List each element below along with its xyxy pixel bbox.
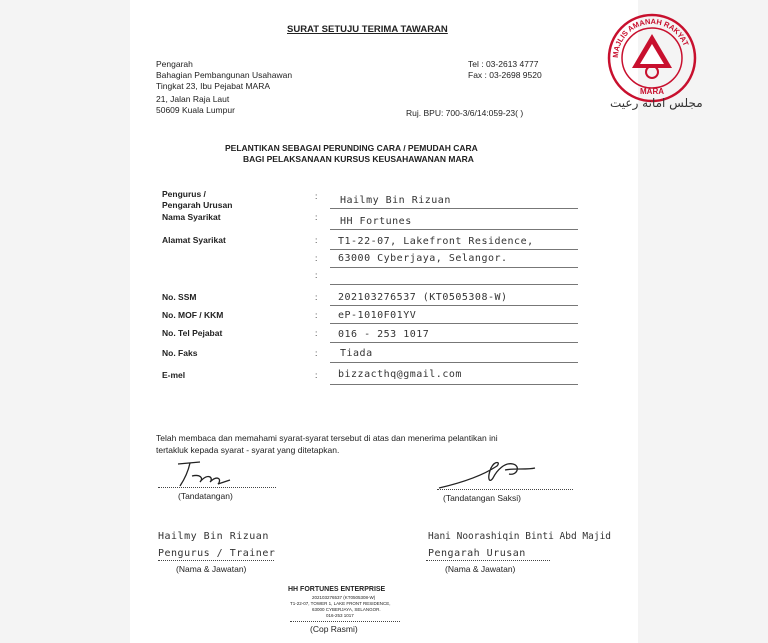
stamp-title: HH FORTUNES ENTERPRISE <box>288 586 386 593</box>
colon: : <box>315 253 318 263</box>
signature-left-graphic <box>170 458 240 490</box>
colon: : <box>315 348 318 358</box>
colon: : <box>315 328 318 338</box>
signature-right-graphic <box>435 454 545 494</box>
value-no-ssm: 202103276537 (KT0505308-W) <box>338 292 508 303</box>
telephone-number: Tel : 03-2613 4777 <box>468 59 539 69</box>
address-line-3: Tingkat 23, Ibu Pejabat MARA <box>156 81 271 91</box>
field-line <box>330 267 578 268</box>
signature-line-right <box>437 489 573 490</box>
field-line <box>330 208 578 209</box>
stamp-line-1: 202103276537 (KT0505308-W) <box>312 595 376 600</box>
stamp-line-3: 63000 CYBERJAYA, SELANGOR. <box>312 607 381 612</box>
signature-label-right: (Tandatangan Saksi) <box>443 493 521 503</box>
colon: : <box>315 191 318 201</box>
value-emel: bizzacthq@gmail.com <box>338 369 462 380</box>
mara-logo <box>606 12 698 104</box>
value-alamat-1: T1-22-07, Lakefront Residence, <box>338 236 534 247</box>
field-line <box>330 362 578 363</box>
signature-label-left: (Tandatangan) <box>178 491 233 501</box>
field-line <box>330 305 578 306</box>
field-line <box>330 323 578 324</box>
label-no-mof: No. MOF / KKM <box>162 310 224 320</box>
stamp-line-2: T1-22-07, TOWER 1, LAKE FRONT RESIDENCE, <box>290 601 391 606</box>
colon: : <box>315 310 318 320</box>
label-emel: E-mel <box>162 370 186 380</box>
colon: : <box>315 212 318 222</box>
stamp-line-4: 016-253 1017 <box>326 613 354 618</box>
logo-jawi-text: مجلس امانه رعيت <box>610 96 703 110</box>
logo-ring-text: MAJLIS AMANAH RAKYAT <box>610 16 691 59</box>
declaration-line-1: Telah membaca dan memahami syarat-syarat tersebut di atas dan menerima pelantikan ini <box>156 433 498 443</box>
label-pengurus: Pengurus / <box>162 189 206 199</box>
value-no-faks: Tiada <box>340 348 373 359</box>
field-line <box>330 249 578 250</box>
subject-line-2: BAGI PELAKSANAAN KURSUS KEUSAHAWANAN MARA <box>243 154 474 164</box>
label-no-tel: No. Tel Pejabat <box>162 328 223 338</box>
address-line-1: Pengarah <box>156 59 193 69</box>
position-right: Pengarah Urusan <box>428 548 526 559</box>
field-line <box>330 342 578 343</box>
value-alamat-2: 63000 Cyberjaya, Selangor. <box>338 253 508 264</box>
name-left: Hailmy Bin Rizuan <box>158 531 269 542</box>
stamp-label: (Cop Rasmi) <box>310 624 358 634</box>
value-nama-syarikat: HH Fortunes <box>340 216 412 227</box>
address-line-4: 21, Jalan Raja Laut <box>156 94 230 104</box>
signature-line-left <box>158 487 276 488</box>
label-no-ssm: No. SSM <box>162 292 197 302</box>
value-no-mof: eP-1010F01YV <box>338 310 417 321</box>
reference-number: Ruj. BPU: 700-3/6/14:059-23( ) <box>406 108 524 118</box>
colon: : <box>315 235 318 245</box>
declaration-line-2: tertakluk kepada syarat - syarat yang ditetapkan. <box>156 445 340 455</box>
value-pengurus: Hailmy Bin Rizuan <box>340 195 451 206</box>
field-line <box>330 284 578 285</box>
name-label-left: (Nama & Jawatan) <box>176 564 247 574</box>
value-no-tel: 016 - 253 1017 <box>338 329 430 340</box>
label-nama-syarikat: Nama Syarikat <box>162 212 221 222</box>
label-no-faks: No. Faks <box>162 348 198 358</box>
name-line-left <box>158 560 274 561</box>
name-line-right <box>426 560 550 561</box>
logo-mara-text: MARA <box>640 87 664 96</box>
fax-number: Fax : 03-2698 9520 <box>468 70 542 80</box>
colon: : <box>315 292 318 302</box>
address-line-5: 50609 Kuala Lumpur <box>156 105 235 115</box>
field-line <box>330 384 578 385</box>
stamp-line <box>290 621 400 622</box>
label-alamat-syarikat: Alamat Syarikat <box>162 235 226 245</box>
address-line-2: Bahagian Pembangunan Usahawan <box>156 70 293 80</box>
colon: : <box>315 370 318 380</box>
name-right: Hani Noorashiqin Binti Abd Majid <box>428 531 612 542</box>
name-label-right: (Nama & Jawatan) <box>445 564 516 574</box>
position-left: Pengurus / Trainer <box>158 548 276 559</box>
document-title: SURAT SETUJU TERIMA TAWARAN <box>287 24 448 35</box>
colon: : <box>315 270 318 280</box>
label-pengarah-urusan: Pengarah Urusan <box>162 200 233 210</box>
subject-line-1: PELANTIKAN SEBAGAI PERUNDING CARA / PEMUDAH CARA <box>225 143 478 153</box>
field-line <box>330 229 578 230</box>
